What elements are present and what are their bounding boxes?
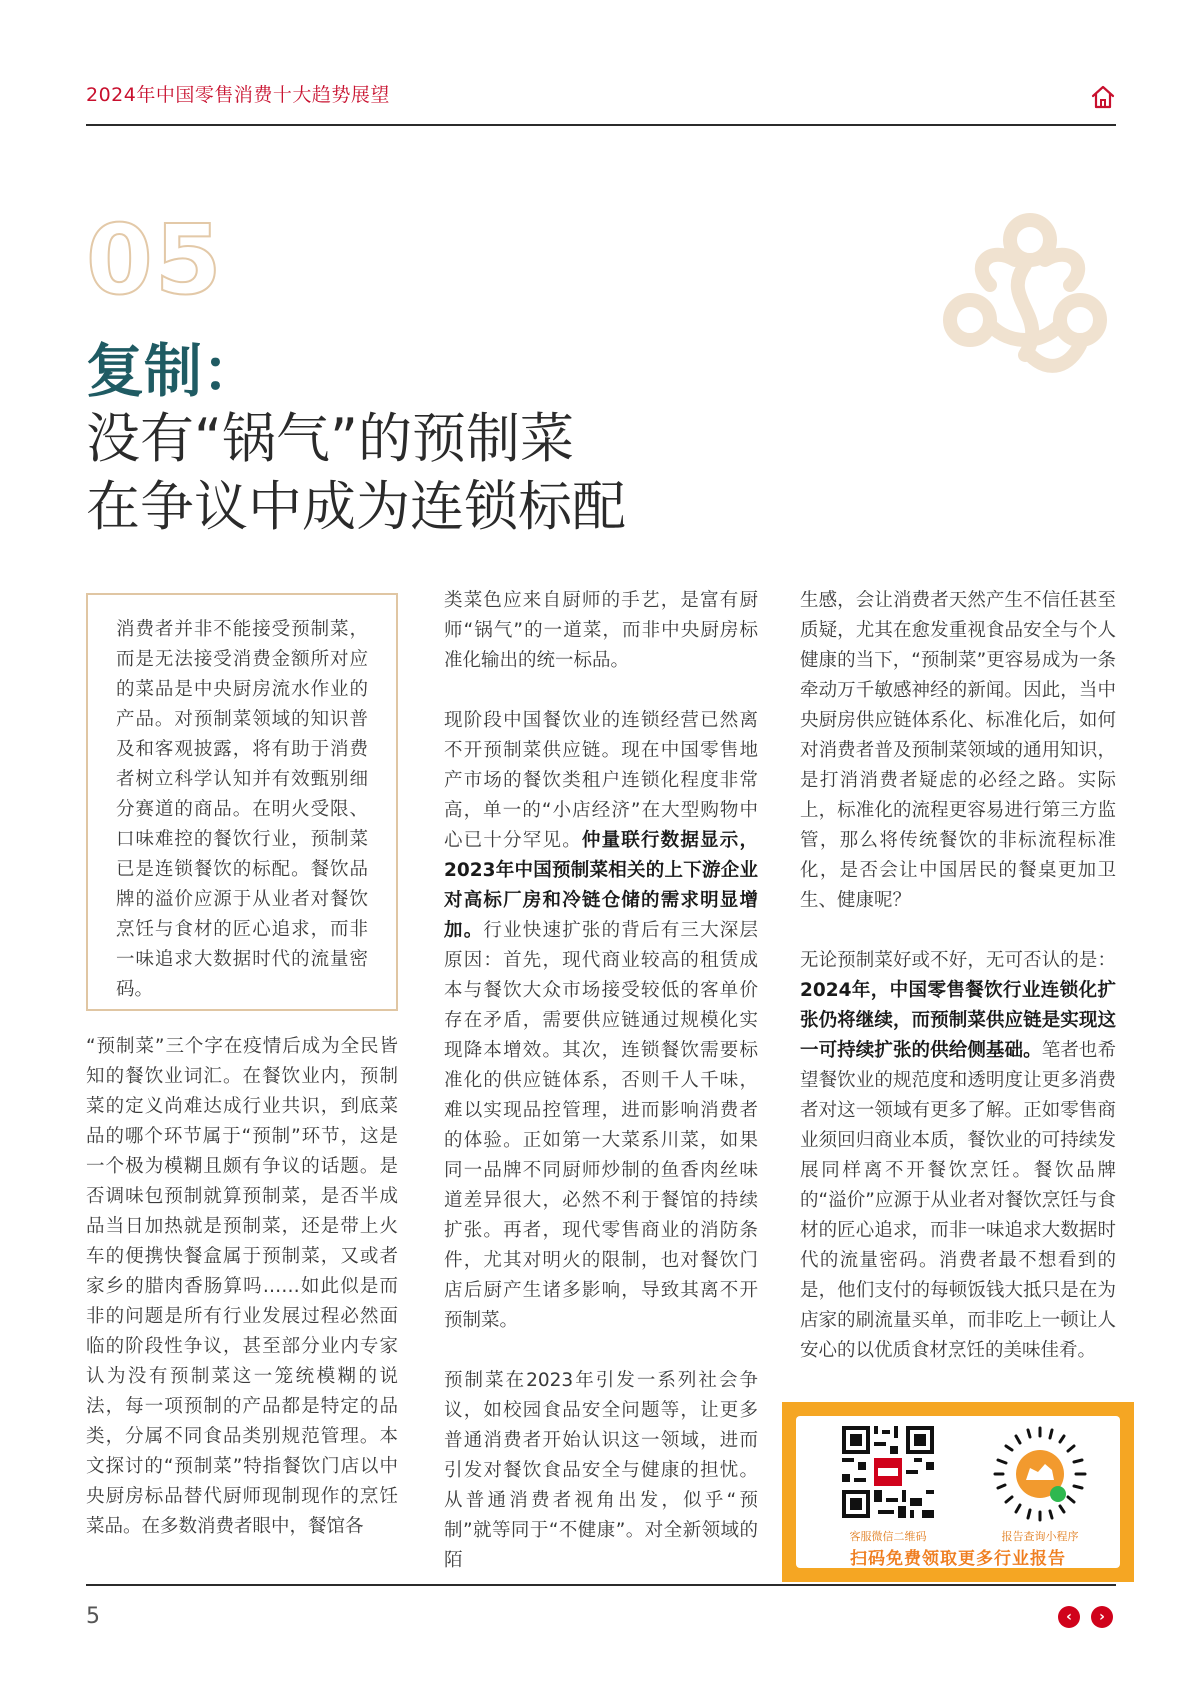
callout-box — [86, 593, 398, 1011]
section-subtitle-line-2: 在争议中成为连锁标配 — [86, 475, 626, 538]
section-number: 05 — [86, 204, 224, 316]
home-icon — [1090, 84, 1116, 110]
wechat-qr-code[interactable] — [842, 1426, 934, 1518]
header-title: 2024年中国零售消费十大趋势展望 — [86, 84, 390, 106]
highlight-text: 2024年，中国零售餐饮行业连锁化扩张仍将继续，而预制菜供应链是实现这一可持续扩张的供给侧基础。 — [800, 980, 1116, 1061]
promo-card — [796, 1416, 1120, 1568]
header-divider — [86, 124, 1116, 126]
paragraph — [444, 706, 758, 1336]
chevron-right-icon: › — [1099, 1609, 1105, 1625]
promo-cta-text[interactable]: 扫码免费领取更多行业报告 — [850, 1549, 1066, 1569]
paragraph-text: 笔者也希望餐饮业的规范度和透明度让更多消费者对这一领域有更多了解。正如零售商业须回归商业本质，餐饮业的可持续发展同样离不开餐饮烹饪。餐饮品牌的“溢价”应源于从业者对餐饮烹饪与食材的匠心追求，而非一味追求大数据时代的流量密码。消费者最不想看到的是，他们支付的每顿饭钱大抵只是在为店家的刷流量买单，而非吃上一顿让人安心的以优质食材烹饪的美味佳肴。 — [800, 1040, 1116, 1361]
text-column-2 — [444, 586, 758, 1576]
wechat-qr-label: 客服微信二维码 — [849, 1530, 927, 1543]
paragraph: 预制菜在2023年引发一系列社会争议，如校园食品安全问题等，让更多普通消费者开始认识这一领域，进而引发对餐饮食品安全与健康的担忧。从普通消费者视角出发，似乎“预制”就等同于“不健康”。对全新领域的陌 — [444, 1370, 758, 1571]
next-page-button[interactable] — [1091, 1606, 1113, 1628]
paragraph: 类菜色应来自厨师的手艺，是富有厨师“锅气”的一道菜，而非中央厨房标准化输出的统一标品。 — [444, 590, 758, 671]
mini-program-label: 报告查询小程序 — [1001, 1530, 1079, 1543]
section-title: 复制： — [86, 337, 261, 405]
callout-text: 消费者并非不能接受预制菜，而是无法接受消费金额所对应的菜品是中央厨房流水作业的产品。对预制菜领域的知识普及和客观披露，将有助于消费者树立科学认知并有效甄别细分赛道的商品。在明火受限、口味难控的餐饮行业，预制菜已是连锁餐饮的标配。餐饮品牌的溢价应源于从业者对餐饮烹饪与食材的匠心追求，而非一味追求大数据时代的流量密码。 — [116, 619, 368, 1000]
text-column-1 — [86, 1032, 398, 1542]
text-column-3 — [800, 586, 1116, 1366]
chef-hat-icon — [930, 205, 1120, 395]
paragraph — [800, 946, 1116, 1366]
page-number: 5 — [86, 1604, 100, 1629]
paragraph: “预制菜”三个字在疫情后成为全民皆知的餐饮业词汇。在餐饮业内，预制菜的定义尚难达成行业共识，到底菜品的哪个环节属于“预制”环节，这是一个极为模糊且颇有争议的话题。是否调味包预制就算预制菜，是否半成品当日加热就是预制菜，还是带上火车的便携快餐盒属于预制菜，又或者家乡的腊肉香肠算吗……如此似是而非的问题是所有行业发展过程必然面临的阶段性争议，甚至部分业内专家认为没有预制菜这一笼统模糊的说法，每一项预制的产品都是特定的品类，分属不同食品类别规范管理。本文探讨的“预制菜”特指餐饮门店以中央厨房标品替代厨师现制现作的烹饪菜品。在多数消费者眼中，餐馆各 — [86, 1036, 398, 1537]
paragraph-text: 行业快速扩张的背后有三大深层原因：首先，现代商业较高的租赁成本与餐饮大众市场接受较低的客单价存在矛盾，需要供应链通过规模化实现降本增效。其次，连锁餐饮需要标准化的供应链体系，否则千人千味，难以实现品控管理，进而影响消费者的体验。正如第一大菜系川菜，如果同一品牌不同厨师炒制的鱼香肉丝味道差异很大，必然不利于餐馆的持续扩张。再者，现代零售商业的消防条件，尤其对明火的限制，也对餐饮门店后厨产生诸多影响，导致其离不开预制菜。 — [444, 920, 758, 1331]
highlight-text: 仲量联行数据显示，2023年中国预制菜相关的上下游企业对高标厂房和冷链仓储的需求明显增加。 — [444, 830, 758, 941]
previous-page-button[interactable] — [1058, 1606, 1080, 1628]
paragraph-text: 无论预制菜好或不好，无可否认的是： — [800, 950, 1116, 971]
paragraph: 生感，会让消费者天然产生不信任甚至质疑，尤其在愈发重视食品安全与个人健康的当下，“预制菜”更容易成为一条牵动万千敏感神经的新闻。因此，当中央厨房供应链体系化、标准化后，如何对消费者普及预制菜领域的通用知识，是打消消费者疑虑的必经之路。实际上，标准化的流程更容易进行第三方监管，那么将传统餐饮的非标流程标准化，是否会让中国居民的餐桌更加卫生、健康呢？ — [800, 590, 1116, 911]
mini-program-code[interactable] — [990, 1424, 1090, 1524]
paragraph-text: 现阶段中国餐饮业的连锁经营已然离不开预制菜供应链。现在中国零售地产市场的餐饮类租户连锁化程度非常高，单一的“小店经济”在大型购物中心已十分罕见。 — [444, 710, 758, 851]
promo-banner — [782, 1402, 1134, 1582]
section-subtitle-line-1: 没有“锅气”的预制菜 — [86, 407, 574, 470]
chevron-left-icon: ‹ — [1066, 1609, 1072, 1625]
footer-divider — [86, 1584, 1116, 1586]
home-button[interactable] — [1090, 84, 1116, 110]
